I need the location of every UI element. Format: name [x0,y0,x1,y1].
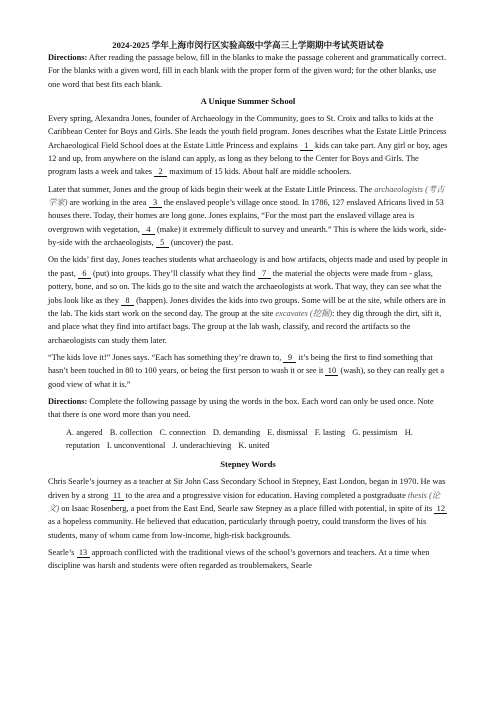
gloss-excavates: excavates (挖掘) [275,308,333,318]
directions-2 [48,395,448,422]
word-box [66,426,448,453]
passage-1-paragraph-3: On the kids’ first day, Jones teaches students what archaeology is and how artifacts, objects made and used by people in the past, 6 (put) into groups. They’ll classify what they find 7 the material the objects were made from - glass, pottery, bone, and so on. The kids go to the site and watch the archaeologists at work. That way, they can see what the jobs look like as they 8 (happen). Jones divides the kids into two groups. Some will be at the site, while others are in the lab. The kids start work on the second day. The group at the site excavates (挖掘): they dig through the dirt, sift it, and place what they find into artifact bags. The group at the lab wash, classify, and record the artifacts so the archaeologists can study them later. [48,255,448,345]
word-option: J. underachieving [172,440,232,450]
passage-2-paragraph-1: Chris Searle’s journey as a teacher at Sir John Cass Secondary School in Stepney, East London, began in 1970. He was driven by a strong 11 to the area and a progressive vision for education. Having completed a postgraduate thesis (论文) on Isaac Rosenberg, a poet from the East End, Searle saw Stepney as a place filled with potential, in spite of its 12 as a hopeless community. He believed that education, particularly through poetry, could transform the lives of his students, many of whom came from low-income, high-risk backgrounds. [48,475,448,542]
word-option: K. united [238,440,270,450]
word-option: G. pessimism [352,427,398,437]
blank-1[interactable]: 1 [300,141,313,151]
passage-2-title: Stepney Words [220,459,276,470]
blank-7[interactable]: 7 [258,269,271,279]
blank-2[interactable]: 2 [154,167,167,177]
gloss-thesis: thesis (论文) [48,490,441,513]
word-option: H. reputation [66,427,413,450]
word-option: C. connection [159,427,206,437]
directions-label: Directions: [48,396,88,406]
passage-1-paragraph-2: Later that summer, Jones and the group of kids begin their week at the Estate Little Princess. The archaeologists (考古学家) are working in the area 3 the enslaved people’s village once stood. In 1786, 127 enslaved Africans lived in 53 houses there. Today, their homes are long gone. Jones explains, “For the most part the enslaved village area is overgrown with vegetation, 4 (make) it extremely difficult to survey and unearth.” This is where the kids work, side-by-side with the archaeologists, 5 (uncover) the past. [48,184,447,248]
word-option: E. dismissal [267,427,308,437]
word-option: B. collection [109,427,153,437]
page-title: 2024-2025 学年上海市闵行区实验高级中学高三上学期期中考试英语试卷 [112,40,384,50]
directions-label: Directions: [48,53,88,62]
blank-9[interactable]: 9 [283,353,296,363]
blank-6[interactable]: 6 [78,269,91,279]
blank-4[interactable]: 4 [142,225,155,235]
gloss-archaeologists: archaeologists (考古学家) [48,184,445,208]
passage-1-paragraph-4: “The kids love it!” Jones says. “Each has something they’re drawn to, 9 it’s being the first to find something that hasn’t been touched in 80 to 100 years, or being the first person to wash it or see it 10 (wash), so they can really get a good view of what it is.” [48,352,445,389]
passage-2-paragraph-2: Searle’s 13 approach conflicted with the traditional views of the school’s governors and teachers. At a time when discipline was harsh and students were often regarded as troublemakers, Searle [48,548,430,571]
passage-1-paragraph-1: Every spring, Alexandra Jones, founder of Archaeology in the Community, goes to St. Croix and talks to kids at the Caribbean Center for Boys and Girls. She leads the youth field program. Jones describes what the Estate Little Princess Archaeological Field School does at the Estate Little Princess and explains 1 kids can take part. Any girl or boy, ages 12 and up, from anywhere on the island can apply, as long as they belong to the Center for Boys and Girls. The program lasts a week and takes 2 maximum of 15 kids. About half are middle schoolers. [48,114,448,177]
blank-3[interactable]: 3 [149,198,162,208]
passage-1-title: A Unique Summer School [200,96,296,107]
blank-10[interactable]: 10 [325,366,338,376]
word-option: D. demanding [212,427,261,437]
blank-8[interactable]: 8 [121,296,134,306]
blank-11[interactable]: 11 [111,491,124,501]
directions-text: Complete the following passage by using the words in the box. Each word can only be used once. Note that there is one word more than you need. [48,396,434,420]
blank-12[interactable]: 12 [434,504,447,514]
word-option: A. angered [66,427,103,437]
word-option: I. unconventional [106,440,166,450]
directions-1 [48,51,448,91]
blank-5[interactable]: 5 [156,238,169,248]
directions-text: After reading the passage below, fill in the blanks to make the passage coherent and grammatically correct. For the blanks with a given word, fill in each blank with the proper form of the given word; for the other blanks, use one word that best fits each blank. [48,53,447,89]
blank-13[interactable]: 13 [77,548,90,558]
word-option: F. lasting [314,427,346,437]
